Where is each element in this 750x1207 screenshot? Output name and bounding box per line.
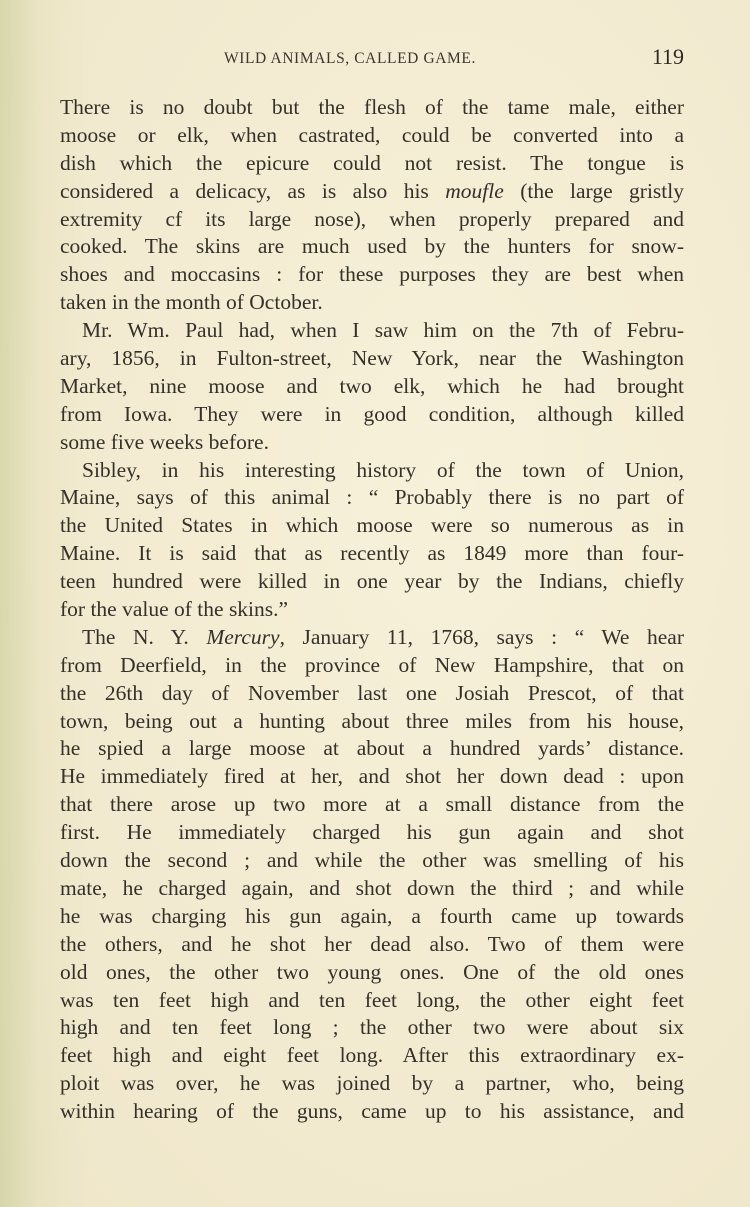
text-line: Market, nine moose and two elk, which he had brought	[60, 373, 684, 398]
text-line: was ten feet high and ten feet long, the other eight feet	[60, 987, 684, 1012]
text-segment: (the large gristly	[503, 178, 684, 203]
text-line: from Deerfield, in the province of New Hampshire, that on	[60, 652, 684, 677]
text-line: He immediately fired at her, and shot her down dead : upon	[60, 764, 684, 789]
text-line: from Iowa. They were in good condition, although killed	[60, 401, 684, 426]
text-segment: The N. Y.	[82, 624, 207, 649]
text-line: old ones, the other two young ones. One of the old ones	[60, 959, 684, 984]
text-line: the United States in which moose were so numerous as in	[60, 513, 684, 538]
text-line: Mr. Wm. Paul had, when I saw him on the 7th of Febru-	[82, 318, 684, 343]
text-line: down the second ; and while the other was smelling of his	[60, 848, 684, 873]
italic-term: Mercury	[206, 624, 280, 649]
text-line	[60, 178, 684, 206]
running-title: WILD ANIMALS, CALLED GAME.	[224, 50, 476, 67]
text-line: Maine. It is said that as recently as 1849 more than four-	[60, 541, 684, 566]
text-line	[60, 624, 684, 652]
text-line: mate, he charged again, and shot down the third ; and while	[60, 875, 684, 900]
text-line: some five weeks before.	[60, 429, 269, 454]
text-line: feet high and eight feet long. After this extraordinary ex-	[60, 1043, 684, 1068]
italic-term: moufle	[445, 178, 504, 203]
text-line: for the value of the skins.”	[60, 597, 289, 622]
text-line: moose or elk, when castrated, could be converted into a	[60, 122, 684, 147]
text-line: extremity cf its large nose), when properly prepared and	[60, 206, 684, 231]
text-line: he spied a large moose at about a hundred yards’ distance.	[60, 736, 684, 761]
text-line: ary, 1856, in Fulton-street, New York, near the Washington	[60, 346, 684, 371]
text-line: ploit was over, he was joined by a partner, who, being	[60, 1071, 684, 1096]
text-line: the 26th day of November last one Josiah Prescot, of that	[60, 680, 684, 705]
text-line: There is no doubt but the flesh of the tame male, either	[60, 95, 684, 119]
text-line: teen hundred were killed in one year by the Indians, chiefly	[60, 569, 684, 594]
text-line: cooked. The skins are much used by the hunters for snow-	[60, 234, 684, 259]
text-line: Maine, says of this animal : “ Probably there is no part of	[60, 485, 684, 510]
text-line: within hearing of the guns, came up to his assistance, and	[60, 1099, 684, 1124]
text-line: town, being out a hunting about three miles from his house,	[60, 708, 684, 733]
text-line: first. He immediately charged his gun again and shot	[60, 820, 684, 845]
running-head	[60, 44, 684, 74]
text-line: that there arose up two more at a small distance from the	[60, 792, 684, 817]
body-text	[60, 94, 684, 1126]
text-line: high and ten feet long ; the other two were about six	[60, 1015, 684, 1040]
text-segment: , January 11, 1768, says : “ We hear	[279, 624, 684, 649]
text-line: Sibley, in his interesting history of the town of Union,	[82, 457, 684, 482]
text-line: he was charging his gun again, a fourth came up towards	[60, 903, 684, 928]
text-line: the others, and he shot her dead also. Two of them were	[60, 931, 684, 956]
text-line: shoes and moccasins : for these purposes they are best when	[60, 262, 684, 287]
page-number: 119	[651, 44, 684, 69]
text-line: taken in the month of October.	[60, 290, 323, 315]
text-segment: considered a delicacy, as is also his	[60, 178, 446, 203]
text-line: dish which the epicure could not resist. The tongue is	[60, 150, 684, 175]
